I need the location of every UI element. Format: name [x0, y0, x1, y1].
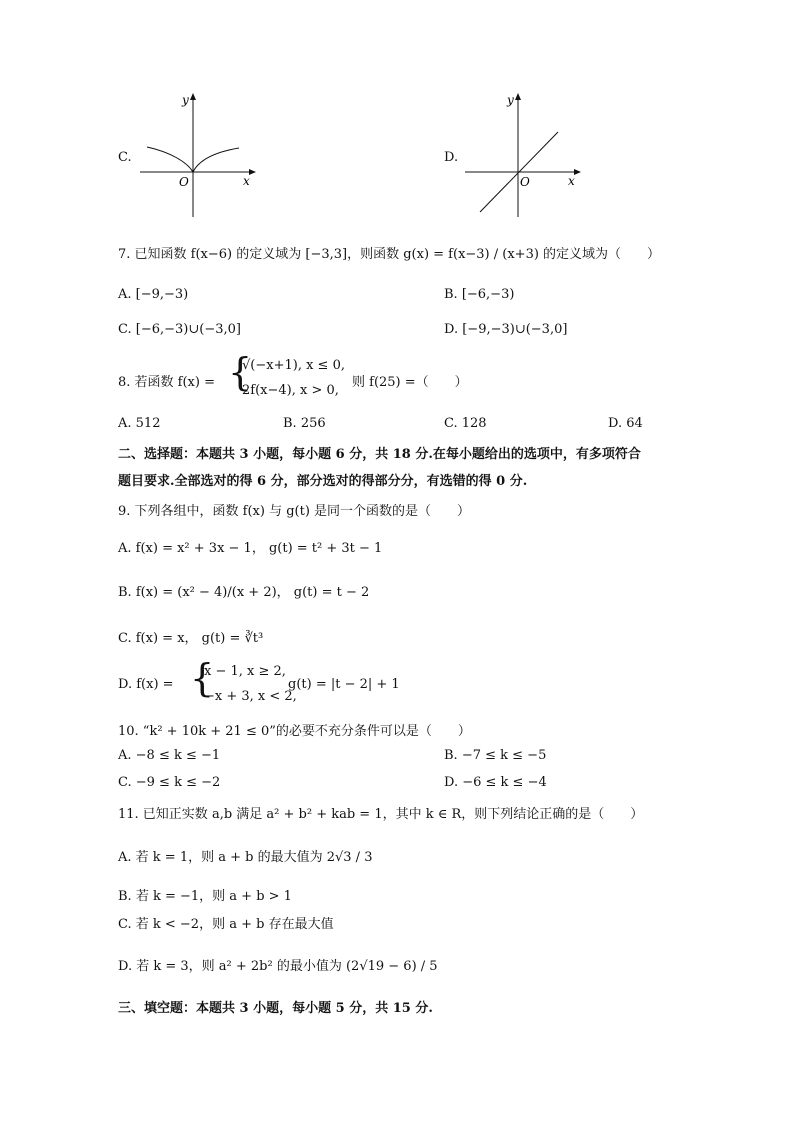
q8-brace: {: [228, 350, 253, 394]
q10-option-a: A. −8 ≤ k ≤ −1: [118, 748, 221, 763]
q11-option-d: D. 若 k = 3，则 a² + 2b² 的最小值为 (2√19 − 6) / 5: [118, 959, 438, 974]
q11-option-c: C. 若 k < −2，则 a + b 存在最大值: [118, 917, 334, 932]
q10-option-d: D. −6 ≤ k ≤ −4: [444, 775, 547, 790]
q8-prefix: 8. 若函数 f(x) =: [118, 375, 215, 390]
section3-heading: 三、填空题：本题共 3 小题，每小题 5 分，共 15 分.: [118, 1001, 433, 1016]
graph-c-label: C.: [118, 150, 132, 165]
section2-line2: 题目要求.全部选对的得 6 分，部分选对的得部分分，有选错的得 0 分.: [118, 474, 528, 489]
q7-option-d: D. [−9,−3)∪(−3,0]: [444, 322, 568, 337]
q8-option-a: A. 512: [118, 416, 161, 431]
curve-right: [193, 148, 239, 172]
q7-option-c: C. [−6,−3)∪(−3,0]: [118, 322, 241, 337]
q10-option-b: B. −7 ≤ k ≤ −5: [444, 748, 547, 763]
graph-d-label: D.: [444, 150, 459, 165]
graph-c: [135, 90, 260, 220]
q7-option-a: A. [−9,−3): [118, 287, 189, 302]
q7-option-b: B. [−6,−3): [444, 287, 515, 302]
q9-option-d-case1: x − 1, x ≥ 2,: [204, 664, 286, 679]
graph-d: [460, 90, 585, 220]
q11-option-b: B. 若 k = −1，则 a + b > 1: [118, 889, 292, 904]
q9-stem: 9. 下列各组中，函数 f(x) 与 g(t) 是同一个函数的是（ ）: [118, 504, 471, 519]
section2-line1: 二、选择题：本题共 3 小题，每小题 6 分，共 18 分.在每小题给出的选项中，有多项符合: [118, 447, 641, 462]
graph-d-o: O: [520, 175, 530, 189]
q11-stem: 11. 已知正实数 a,b 满足 a² + b² + kab = 1，其中 k ∈ R，则下列结论正确的是（ ）: [118, 807, 644, 822]
q7-stem: 7. 已知函数 f(x−6) 的定义域为 [−3,3]，则函数 g(x) = f(x−3) / (x+3) 的定义域为（ ）: [118, 247, 661, 262]
q10-stem: 10. “k² + 10k + 21 ≤ 0”的必要不充分条件可以是（ ）: [118, 724, 471, 739]
q9-option-b: B. f(x) = (x² − 4)/(x + 2)， g(t) = t − 2: [118, 585, 370, 600]
q9-option-c: C. f(x) = x， g(t) = ∛t³: [118, 631, 264, 646]
q8-suffix: 则 f(25) =（ ）: [352, 375, 468, 390]
graph-c-y: y: [182, 93, 189, 107]
q8-option-b: B. 256: [283, 416, 326, 431]
q9-option-d-case2: −x + 3, x < 2,: [204, 689, 297, 704]
q9-d-brace: {: [190, 656, 215, 700]
graph-c-o: O: [179, 175, 189, 189]
graph-c-x: x: [243, 174, 250, 188]
q9-option-d-suffix: g(t) = |t − 2| + 1: [288, 677, 400, 692]
q11-option-a: A. 若 k = 1，则 a + b 的最大值为 2√3 / 3: [118, 850, 373, 865]
q10-option-c: C. −9 ≤ k ≤ −2: [118, 775, 221, 790]
graph-d-x: x: [568, 174, 575, 188]
q8-case2: 2f(x−4), x > 0,: [242, 383, 339, 398]
q8-option-d: D. 64: [608, 416, 643, 431]
q9-option-a: A. f(x) = x² + 3x − 1， g(t) = t² + 3t − 1: [118, 541, 383, 556]
curve-left: [147, 147, 193, 172]
graph-d-y: y: [507, 93, 514, 107]
q8-case1: √(−x+1), x ≤ 0,: [242, 358, 345, 373]
q8-option-c: C. 128: [444, 416, 487, 431]
q9-option-d-prefix: D. f(x) =: [118, 677, 174, 692]
